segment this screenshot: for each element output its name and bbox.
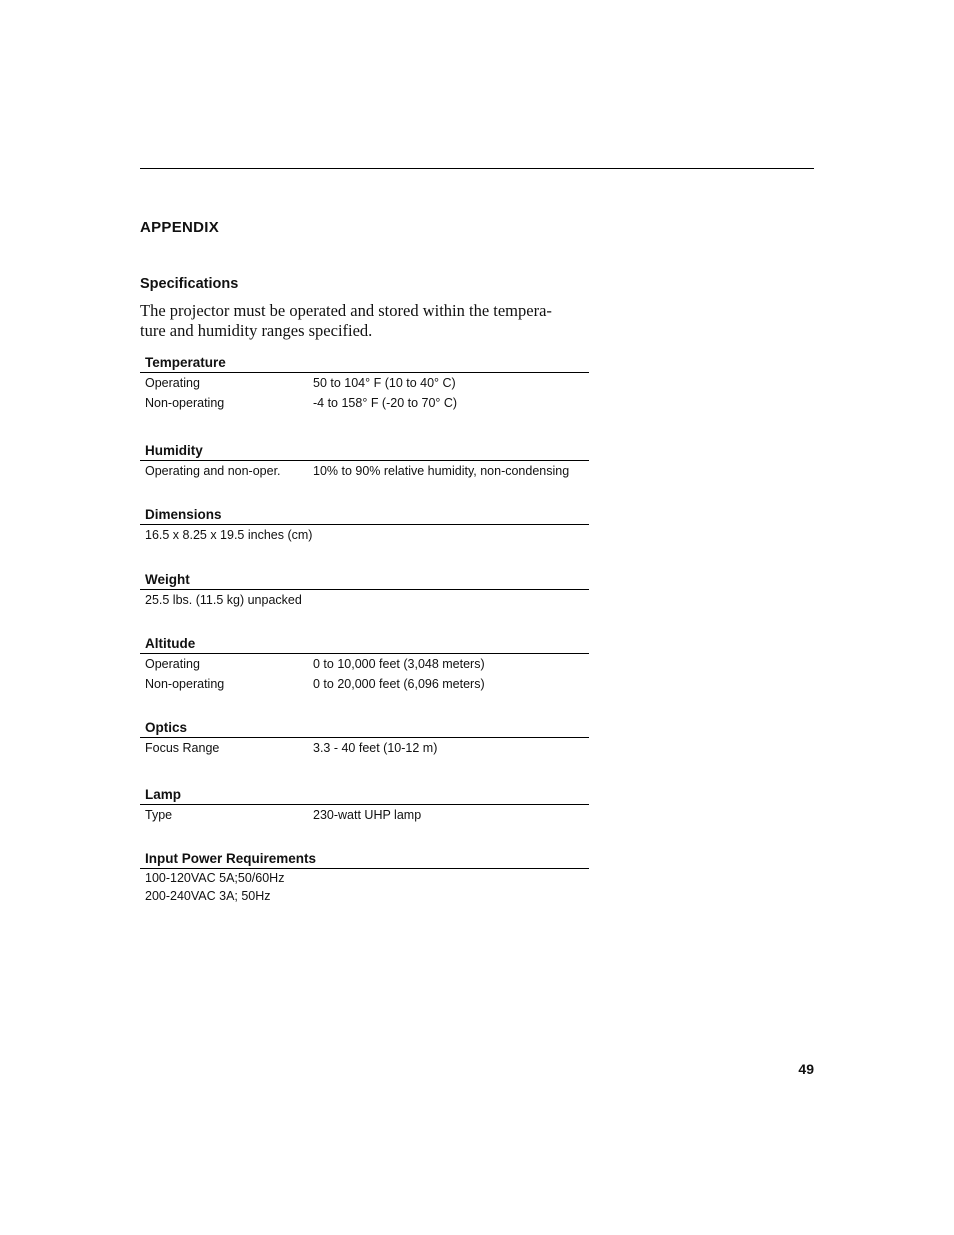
- spec-heading: Temperature: [140, 353, 589, 373]
- spec-heading: Humidity: [140, 441, 589, 461]
- spec-value: 0 to 10,000 feet (3,048 meters): [313, 657, 485, 671]
- spec-label: Operating: [145, 376, 200, 390]
- chapter-title: APPENDIX: [140, 219, 220, 236]
- spec-row: [140, 393, 589, 413]
- spec-row: [140, 525, 589, 545]
- spec-value: 10% to 90% relative humidity, non-condensing: [313, 464, 570, 478]
- spec-label: 25.5 lbs. (11.5 kg) unpacked: [145, 593, 302, 607]
- spec-row: [140, 805, 589, 825]
- spec-row: [140, 590, 589, 610]
- intro-line: The projector must be operated and stored within the tempera-: [140, 301, 552, 320]
- spec-weight: [140, 570, 589, 610]
- spec-label: 200-240VAC 3A; 50Hz: [145, 889, 271, 903]
- spec-dimensions: [140, 505, 589, 545]
- header-rule: [140, 168, 814, 169]
- spec-row: [140, 674, 589, 694]
- spec-heading: Weight: [140, 570, 589, 590]
- spec-value: 3.3 - 40 feet (10-12 m): [313, 741, 438, 755]
- spec-label: 100-120VAC 5A;50/60Hz: [145, 871, 285, 885]
- spec-row: [140, 461, 589, 481]
- spec-heading: Altitude: [140, 634, 589, 654]
- spec-row: [140, 373, 589, 393]
- spec-label: Operating and non-oper.: [145, 464, 281, 478]
- spec-row: [140, 869, 589, 887]
- section-title: Specifications: [140, 276, 239, 292]
- spec-heading: Dimensions: [140, 505, 589, 525]
- spec-value: -4 to 158° F (-20 to 70° C): [313, 396, 458, 410]
- spec-humidity: [140, 441, 589, 481]
- spec-power: [140, 849, 589, 905]
- spec-heading: Input Power Requirements: [140, 849, 589, 869]
- spec-value: 0 to 20,000 feet (6,096 meters): [313, 677, 485, 691]
- intro-line: ture and humidity ranges specified.: [140, 321, 373, 340]
- spec-label: 16.5 x 8.25 x 19.5 inches (cm): [145, 528, 313, 542]
- spec-value: 50 to 104° F (10 to 40° C): [313, 376, 456, 390]
- spec-label: Focus Range: [145, 741, 220, 755]
- spec-heading: Optics: [140, 718, 589, 738]
- page-number: 49: [798, 1061, 814, 1077]
- spec-row: [140, 654, 589, 674]
- spec-label: Non-operating: [145, 396, 225, 410]
- spec-temperature: [140, 353, 589, 413]
- spec-label: Non-operating: [145, 677, 225, 691]
- spec-value: 230-watt UHP lamp: [313, 808, 422, 822]
- spec-lamp: [140, 785, 589, 825]
- intro-paragraph: [140, 301, 590, 341]
- spec-altitude: [140, 634, 589, 694]
- spec-row: [140, 887, 589, 905]
- spec-label: Operating: [145, 657, 200, 671]
- spec-heading: Lamp: [140, 785, 589, 805]
- spec-row: [140, 738, 589, 758]
- spec-label: Type: [145, 808, 173, 822]
- spec-optics: [140, 718, 589, 758]
